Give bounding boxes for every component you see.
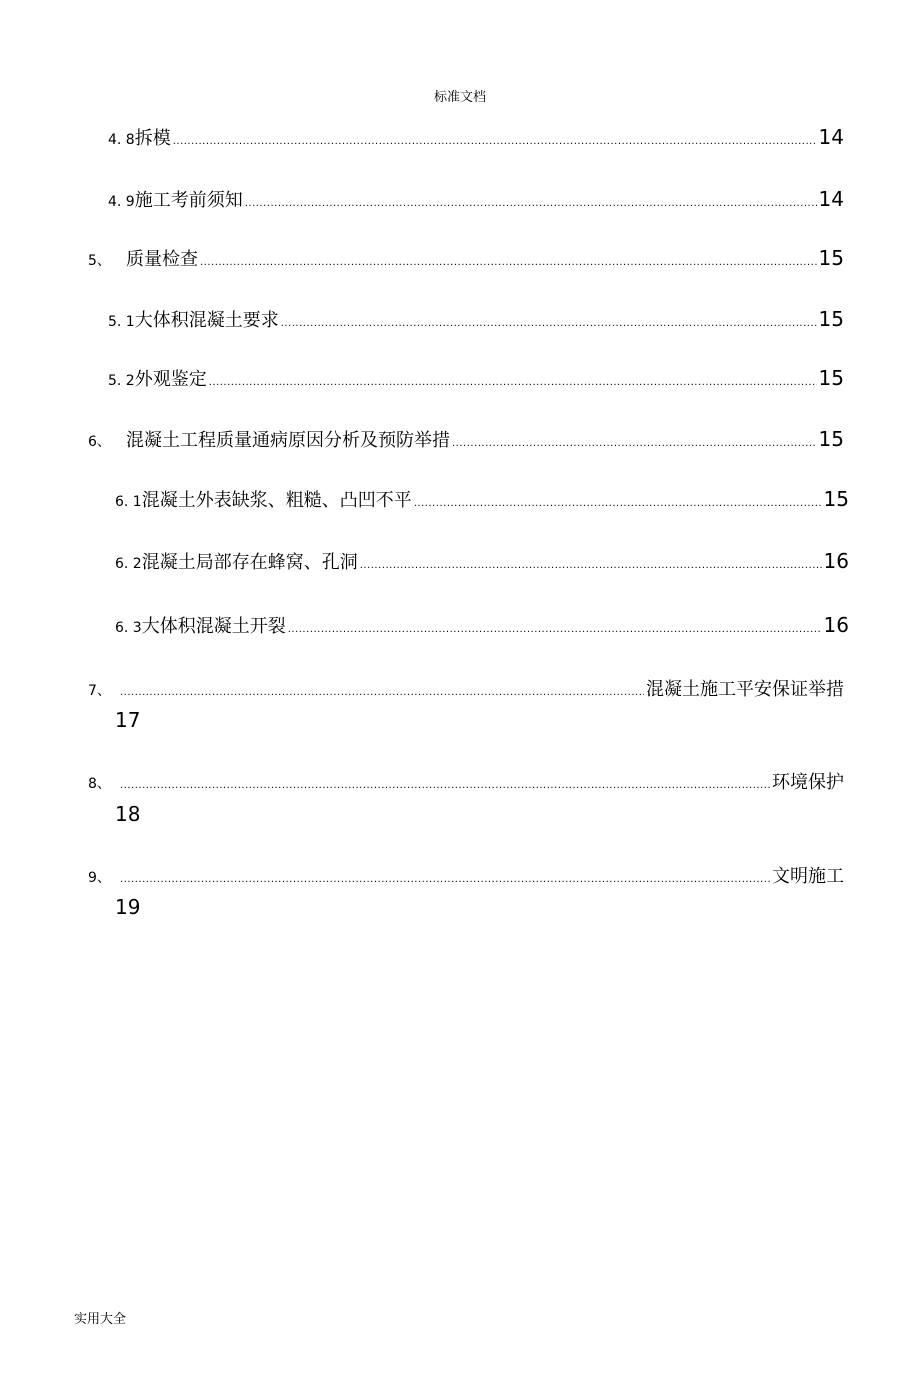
toc-entry-title: 混凝土局部存在蜂窝、孔洞 — [141, 552, 358, 573]
toc-leader-dots — [414, 498, 822, 509]
toc-entry-page: 15 — [818, 307, 844, 331]
toc-entry-number: 6、 — [88, 434, 111, 450]
toc-entry[interactable] — [108, 124, 844, 150]
toc-entry-title: 外观鉴定 — [134, 369, 207, 390]
toc-entry[interactable] — [108, 186, 844, 212]
toc-leader-dots — [452, 438, 817, 449]
toc-entry-page: 15 — [818, 246, 844, 270]
toc-entry[interactable] — [88, 675, 844, 701]
toc-entry-number: 9、 — [88, 870, 111, 886]
toc-entry-title: 环境保护 — [772, 772, 844, 793]
toc-entry-title: 大体积混凝土要求 — [134, 310, 279, 331]
toc-entry[interactable] — [88, 245, 844, 271]
toc-entry-page: 17 — [115, 708, 141, 732]
toc-entry-page: 18 — [115, 802, 141, 826]
toc-entry-title: 拆模 — [134, 128, 171, 149]
toc-entry-number: 4. 8 — [108, 132, 135, 148]
toc-leader-dots — [120, 687, 644, 698]
toc-entry-number: 6. 3 — [115, 620, 142, 636]
toc-entry-number: 6. 1 — [115, 494, 142, 510]
toc-entry-page: 14 — [818, 187, 844, 211]
toc-entry-page: 15 — [818, 366, 844, 390]
toc-entry[interactable] — [88, 768, 844, 794]
toc-entry[interactable] — [88, 426, 844, 452]
toc-entry-title: 混凝土施工平安保证举措 — [646, 679, 844, 700]
page-footer: 实用大全 — [74, 1312, 127, 1327]
toc-entry-number: 4. 9 — [108, 194, 135, 210]
toc-entry-number: 7、 — [88, 683, 111, 699]
toc-entry-title: 混凝土外表缺浆、粗糙、凸凹不平 — [141, 490, 412, 511]
toc-entry[interactable] — [108, 306, 844, 332]
toc-entry-page: 19 — [115, 895, 141, 919]
toc-entry[interactable] — [108, 365, 844, 391]
toc-leader-dots — [288, 624, 822, 635]
toc-entry-page: 14 — [818, 125, 844, 149]
toc-leader-dots — [200, 257, 817, 268]
toc-entry-page: 15 — [823, 487, 849, 511]
toc-leader-dots — [209, 377, 817, 388]
toc-entry[interactable] — [88, 862, 844, 888]
toc-leader-dots — [120, 874, 770, 885]
page-header: 标准文档 — [433, 90, 486, 105]
toc-entry-title: 大体积混凝土开裂 — [141, 616, 286, 637]
toc-entry-page: 16 — [823, 613, 849, 637]
toc-entry-number: 5. 1 — [108, 314, 135, 330]
toc-leader-dots — [360, 560, 822, 571]
toc-entry-title: 施工考前须知 — [134, 190, 243, 211]
toc-entry[interactable] — [115, 612, 849, 638]
toc-entry-number: 5. 2 — [108, 373, 135, 389]
toc-leader-dots — [281, 318, 817, 329]
toc-entry-title: 混凝土工程质量通病原因分析及预防举措 — [126, 430, 450, 451]
toc-leader-dots — [173, 136, 817, 147]
toc-entry-page: 15 — [818, 427, 844, 451]
toc-entry-title: 文明施工 — [772, 866, 844, 887]
toc-entry-page: 16 — [823, 549, 849, 573]
toc-entry-number: 5、 — [88, 253, 111, 269]
toc-leader-dots — [245, 198, 817, 209]
toc-entry-number: 8、 — [88, 776, 111, 792]
toc-entry-title: 质量检查 — [126, 249, 198, 270]
toc-entry-number: 6. 2 — [115, 556, 142, 572]
toc-entry[interactable] — [115, 548, 849, 574]
toc-entry[interactable] — [115, 486, 849, 512]
toc-leader-dots — [120, 780, 770, 791]
